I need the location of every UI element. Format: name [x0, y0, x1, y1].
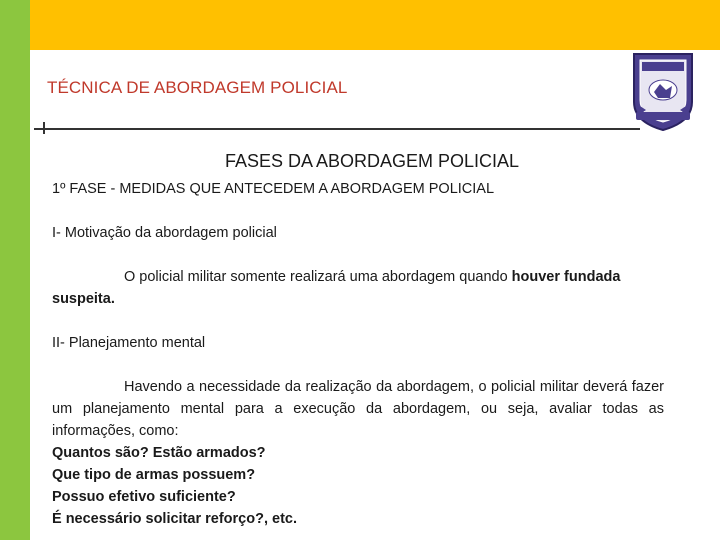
- question-4: É necessário solicitar reforço?, etc.: [52, 511, 297, 527]
- police-crest-icon: [628, 50, 698, 132]
- question-1: Quantos são? Estão armados?: [52, 445, 266, 461]
- item1-paragraph: [52, 266, 664, 310]
- item1-text: O policial militar somente realizará uma abordagem quando: [124, 269, 512, 285]
- header-divider: [34, 128, 640, 130]
- page-header-title: TÉCNICA DE ABORDAGEM POLICIAL: [47, 78, 348, 97]
- item1-emphasis: houver fundada suspeita.: [52, 269, 621, 307]
- slide-body: [52, 150, 664, 530]
- header-divider-tick: [43, 122, 45, 134]
- item2-title: II- Planejamento mental: [52, 335, 206, 351]
- question-3: Possuo efetivo suficiente?: [52, 489, 236, 505]
- item1-title: I- Motivação da abordagem policial: [52, 225, 277, 241]
- left-accent-bar: [0, 0, 30, 540]
- section-title: FASES DA ABORDAGEM POLICIAL: [224, 151, 520, 171]
- phase-heading: 1º FASE - MEDIDAS QUE ANTECEDEM A ABORDAGEM POLICIAL: [52, 181, 495, 197]
- question-2: Que tipo de armas possuem?: [52, 467, 256, 483]
- top-accent-bar: [30, 0, 720, 50]
- item2-paragraph: Havendo a necessidade da realização da abordagem, o policial militar deverá fazer um planejamento mental para a execução da abordagem, ou seja, avaliar todas as informações, como:: [52, 379, 664, 439]
